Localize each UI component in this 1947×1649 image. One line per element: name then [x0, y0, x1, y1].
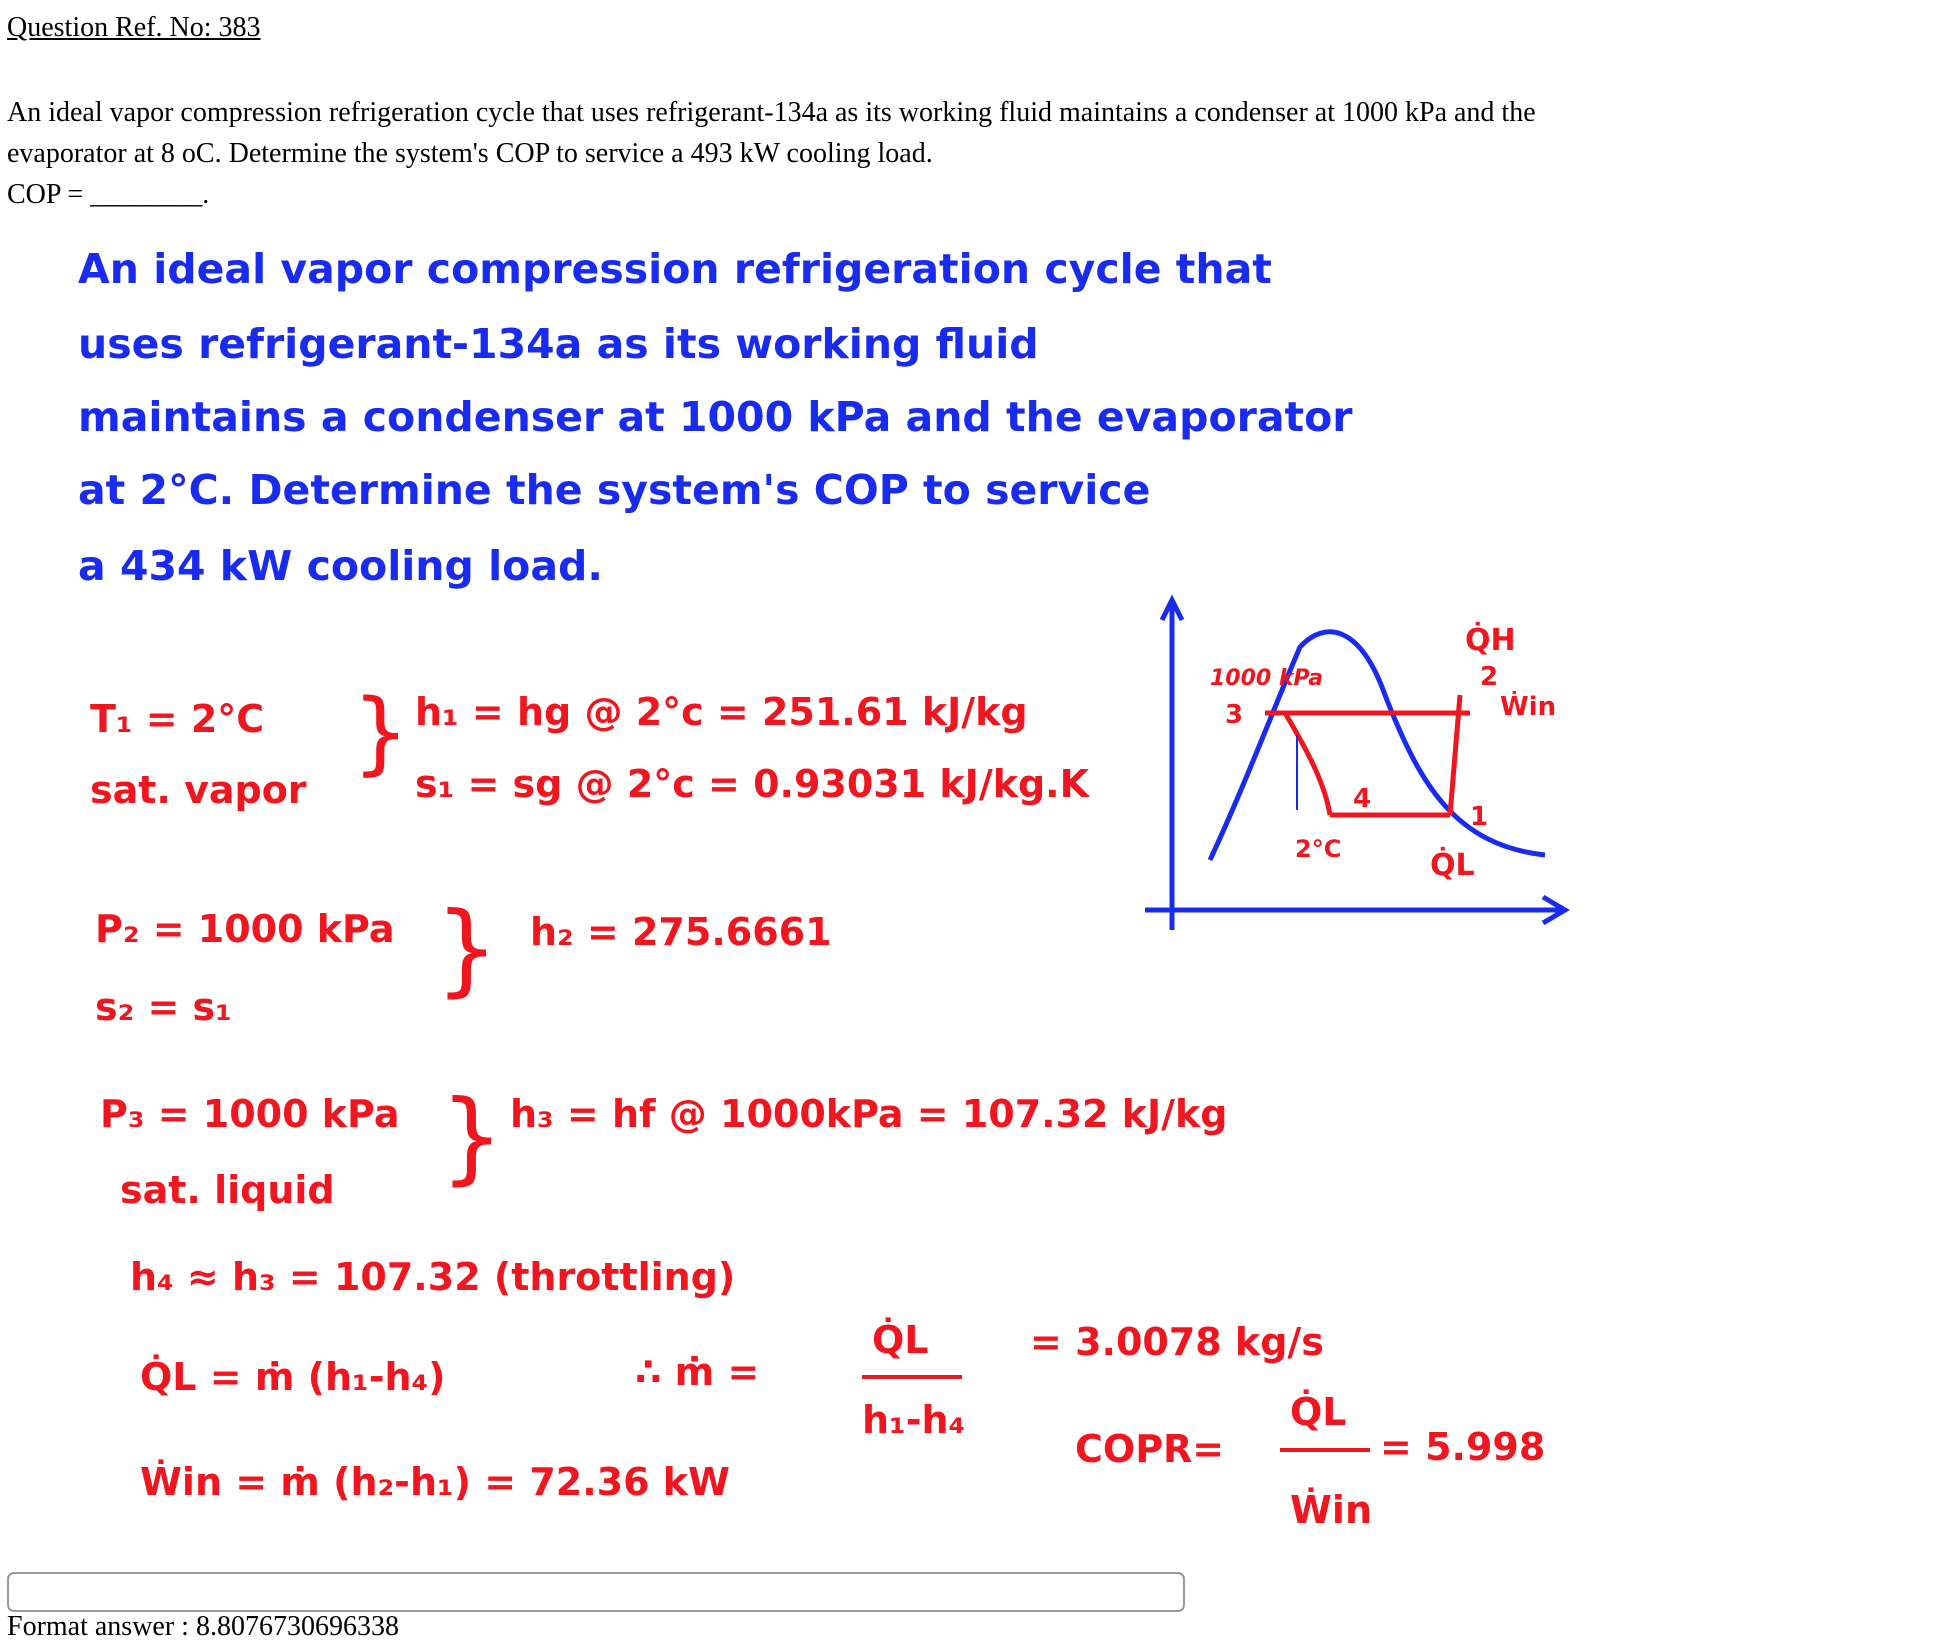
mdot-numerator: Q̇L	[872, 1318, 929, 1362]
mdot-lhs: ∴ ṁ =	[635, 1350, 760, 1394]
state3-brace: }	[440, 1078, 504, 1195]
state2-pressure: P₂ = 1000 kPa	[95, 907, 395, 951]
state3-phase: sat. liquid	[120, 1168, 335, 1212]
question-line-1: An ideal vapor compression refrigeration cycle that uses refrigerant-134a as its working fluid maintains a condenser at 1000 kPa and the	[7, 97, 1536, 128]
diagram-ql-label: Q̇L	[1430, 848, 1475, 883]
state1-temp: T₁ = 2°C	[90, 697, 265, 741]
statement-line-3: maintains a condenser at 1000 kPa and the evaporator	[78, 393, 1353, 441]
diagram-point-1: 1	[1470, 802, 1489, 832]
state1-phase: sat. vapor	[90, 768, 307, 812]
answer-input[interactable]	[7, 1572, 1185, 1612]
state1-h: h₁ = hg @ 2°c = 251.61 kJ/kg	[415, 690, 1028, 734]
cop-value: = 5.998	[1380, 1425, 1546, 1469]
diagram-pressure-label: 1000 kPa	[1210, 666, 1324, 691]
question-line-3: COP = ________.	[7, 179, 210, 210]
statement-line-2: uses refrigerant-134a as its working fluid	[78, 320, 1039, 368]
state2-h: h₂ = 275.6661	[530, 910, 832, 954]
statement-line-1: An ideal vapor compression refrigeration cycle that	[78, 245, 1272, 293]
state3-pressure: P₃ = 1000 kPa	[100, 1092, 400, 1136]
diagram-win-label: Ẇin	[1500, 692, 1557, 722]
cycle-throttle-line	[1285, 713, 1330, 815]
statement-line-4: at 2°C. Determine the system's COP to service	[78, 466, 1151, 514]
cop-lhs: COPR=	[1075, 1427, 1225, 1471]
mdot-value: = 3.0078 kg/s	[1030, 1320, 1324, 1364]
question-ref: Question Ref. No: 383	[7, 12, 261, 43]
format-answer-text: Format answer : 8.8076730696338	[7, 1611, 399, 1642]
question-line-2: evaporator at 8 oC. Determine the system's COP to service a 493 kW cooling load.	[7, 138, 933, 169]
diagram-evap-temp: 2°C	[1295, 835, 1342, 863]
state4-h: h₄ ≈ h₃ = 107.32 (throttling)	[130, 1255, 736, 1299]
question-text	[7, 92, 1927, 215]
mdot-denominator: h₁-h₄	[862, 1398, 966, 1442]
ql-equation: Q̇L = ṁ (h₁-h₄)	[140, 1355, 446, 1399]
cop-numerator: Q̇L	[1290, 1390, 1347, 1434]
diagram-point-3: 3	[1225, 700, 1244, 730]
win-equation: Ẇin = ṁ (h₂-h₁) = 72.36 kW	[140, 1460, 730, 1504]
state3-h: h₃ = hf @ 1000kPa = 107.32 kJ/kg	[510, 1092, 1228, 1136]
state2-brace: }	[435, 890, 499, 1007]
diagram-point-2: 2	[1480, 662, 1499, 692]
cop-fraction-bar	[1280, 1448, 1370, 1452]
diagram-point-4: 4	[1353, 784, 1372, 814]
ts-diagram	[1125, 585, 1585, 945]
statement-line-5: a 434 kW cooling load.	[78, 542, 603, 590]
state2-entropy: s₂ = s₁	[95, 985, 232, 1029]
diagram-qh-label: Q̇H	[1465, 623, 1516, 658]
mdot-fraction-bar	[862, 1375, 962, 1379]
state1-brace: }	[352, 680, 410, 785]
cop-denominator: Ẇin	[1290, 1488, 1372, 1532]
state1-s: s₁ = sg @ 2°c = 0.93031 kJ/kg.K	[415, 762, 1090, 806]
